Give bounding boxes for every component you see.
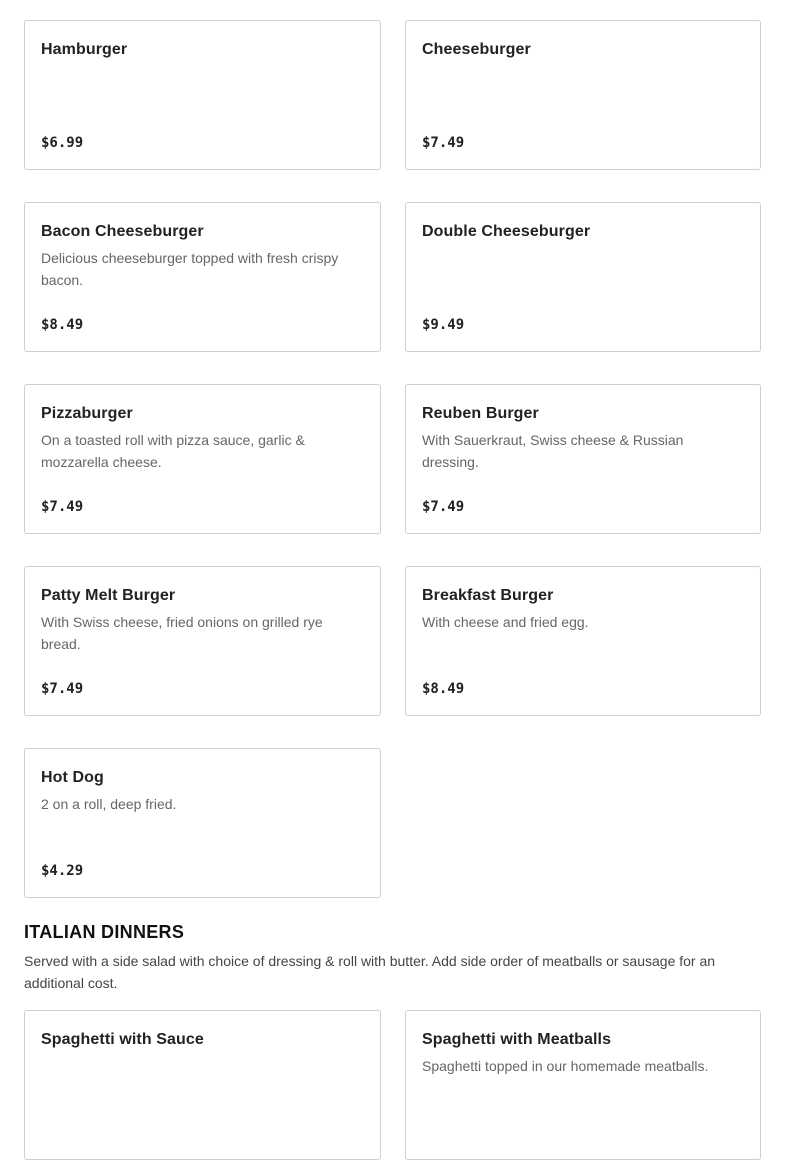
menu-item-card[interactable]	[405, 384, 761, 534]
menu-item-description: With Swiss cheese, fried onions on grilled rye bread.	[41, 614, 323, 652]
menu-item-description: 2 on a roll, deep fried.	[41, 796, 177, 812]
menu-item-name: Spaghetti with Meatballs	[422, 1031, 612, 1048]
italian-dinners-menu-grid	[24, 1010, 761, 1160]
menu-item-price: $7.49	[422, 499, 465, 515]
menu-item-name: Cheeseburger	[422, 41, 531, 58]
menu-item-card[interactable]	[405, 20, 761, 170]
menu-item-price: $8.49	[422, 681, 465, 697]
menu-item-card[interactable]	[405, 1010, 761, 1160]
burgers-menu-grid	[24, 20, 761, 898]
menu-item-name: Breakfast Burger	[422, 587, 554, 604]
menu-item-card[interactable]	[405, 202, 761, 352]
section-heading-italian-dinners: ITALIAN DINNERS	[24, 922, 185, 942]
menu-item-card[interactable]	[24, 202, 381, 352]
menu-item-card[interactable]	[405, 566, 761, 716]
menu-item-name: Hamburger	[41, 41, 128, 58]
menu-item-name: Bacon Cheeseburger	[41, 223, 204, 240]
menu-item-description: With cheese and fried egg.	[422, 614, 589, 630]
menu-item-price: $7.49	[41, 681, 84, 697]
menu-item-price: $7.49	[422, 135, 465, 151]
menu-item-card[interactable]	[24, 1010, 381, 1160]
section-description: Served with a side salad with choice of dressing & roll with butter. Add side order of meatballs or sausage for an additional cost.	[24, 953, 716, 991]
menu-item-name: Hot Dog	[41, 769, 104, 786]
menu-item-price: $4.29	[41, 863, 84, 879]
menu-item-description: On a toasted roll with pizza sauce, garlic & mozzarella cheese.	[41, 432, 305, 470]
menu-item-price: $9.49	[422, 317, 465, 333]
menu-item-name: Pizzaburger	[41, 405, 133, 422]
menu-item-card[interactable]	[24, 748, 381, 898]
menu-item-description: With Sauerkraut, Swiss cheese & Russian dressing.	[422, 432, 684, 470]
menu-item-name: Patty Melt Burger	[41, 587, 176, 604]
menu-item-name: Double Cheeseburger	[422, 223, 591, 240]
menu-item-price: $7.49	[41, 499, 84, 515]
menu-item-price: $8.49	[41, 317, 84, 333]
menu-item-description: Delicious cheeseburger topped with fresh crispy bacon.	[41, 250, 339, 288]
menu-item-description: Spaghetti topped in our homemade meatballs.	[422, 1058, 709, 1074]
menu-item-card[interactable]	[24, 384, 381, 534]
menu-item-name: Spaghetti with Sauce	[41, 1031, 204, 1048]
menu-item-card[interactable]	[24, 566, 381, 716]
menu-item-price: $6.99	[41, 135, 84, 151]
menu-item-card[interactable]	[24, 20, 381, 170]
menu-item-name: Reuben Burger	[422, 405, 539, 422]
